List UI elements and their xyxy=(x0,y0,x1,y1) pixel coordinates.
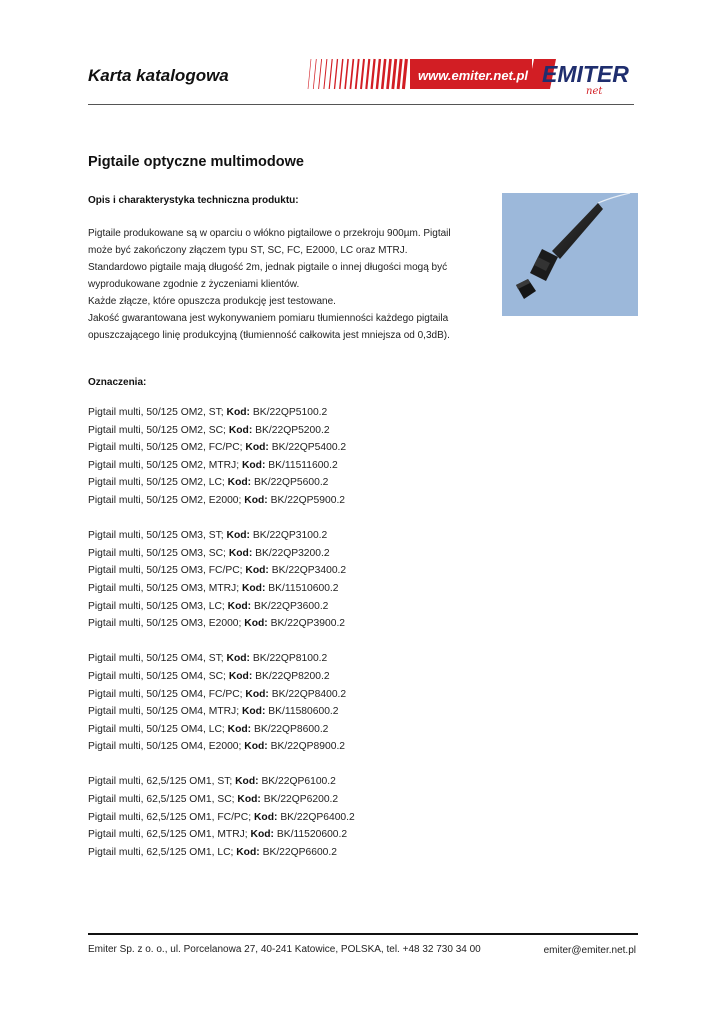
list-item xyxy=(88,826,488,844)
description-line: wyprodukowane zgodnie z życzeniami klientów. xyxy=(88,279,300,290)
product-name: Pigtail multi, 50/125 OM2, SC; xyxy=(88,424,226,436)
code-group xyxy=(88,404,488,510)
code-label: Kod: xyxy=(227,600,252,612)
description-line: Pigtaile produkowane są w oparciu o włókno pigtailowe o przekroju 900µm. Pigtail xyxy=(88,228,451,239)
product-code: BK/22QP5900.2 xyxy=(270,494,346,506)
footer-divider xyxy=(88,933,638,935)
list-item xyxy=(88,809,488,827)
list-item xyxy=(88,598,488,616)
product-code: BK/22QP8100.2 xyxy=(252,653,328,665)
code-label: Kod: xyxy=(244,741,268,753)
product-name: Pigtail multi, 62,5/125 OM1, FC/PC; xyxy=(88,811,252,823)
list-item xyxy=(88,457,488,475)
product-title: Pigtaile optyczne multimodowe xyxy=(88,154,304,170)
product-code: BK/11511600.2 xyxy=(268,459,338,471)
code-label: Kod: xyxy=(244,618,268,630)
code-group xyxy=(88,527,488,633)
code-label: Kod: xyxy=(241,582,266,594)
list-item xyxy=(88,844,488,862)
product-name: Pigtail multi, 50/125 OM3, E2000; xyxy=(88,618,242,630)
list-item xyxy=(88,545,488,563)
product-code: BK/22QP5100.2 xyxy=(252,407,328,418)
product-code: BK/22QP5400.2 xyxy=(271,442,347,454)
product-name: Pigtail multi, 50/125 OM3, FC/PC; xyxy=(88,565,243,577)
list-item xyxy=(88,738,488,756)
product-name: Pigtail multi, 50/125 OM4, SC; xyxy=(88,670,226,682)
product-name: Pigtail multi, 50/125 OM4, LC; xyxy=(88,723,225,735)
product-name: Pigtail multi, 50/125 OM3, LC; xyxy=(88,600,225,612)
description-line: Każde złącze, które opuszcza produkcję jest testowane. xyxy=(88,296,336,307)
list-item xyxy=(88,562,488,580)
product-name: Pigtail multi, 62,5/125 OM1, LC; xyxy=(88,846,234,858)
contact-email: emiter@emiter.net.pl xyxy=(543,945,636,956)
description-line: może być zakończony złączem typu ST, SC, FC, E2000, LC oraz MTRJ. xyxy=(88,245,408,256)
list-item xyxy=(88,791,488,809)
code-label: Kod: xyxy=(241,706,266,718)
product-code: BK/22QP6200.2 xyxy=(263,794,339,806)
product-code: BK/22QP5200.2 xyxy=(255,424,330,436)
product-name: Pigtail multi, 62,5/125 OM1, MTRJ; xyxy=(88,829,248,841)
product-code: BK/22QP8400.2 xyxy=(271,688,347,700)
description-line: Standardowo pigtaile mają długość 2m, jednak pigtaile o innej długości mogą być xyxy=(88,262,448,273)
code-group xyxy=(88,650,488,756)
list-item xyxy=(88,703,488,721)
product-code: BK/22QP3400.2 xyxy=(271,565,347,577)
product-name: Pigtail multi, 50/125 OM3, ST; xyxy=(88,530,224,542)
list-item xyxy=(88,439,488,457)
description-heading: Opis i charakterystyka techniczna produktu: xyxy=(88,195,299,206)
list-item xyxy=(88,686,488,704)
product-code: BK/22QP3600.2 xyxy=(253,600,329,612)
list-item xyxy=(88,668,488,686)
code-label: Kod: xyxy=(253,811,278,823)
code-label: Kod: xyxy=(228,547,253,559)
product-name: Pigtail multi, 50/125 OM4, MTRJ; xyxy=(88,706,240,718)
product-code: BK/11580600.2 xyxy=(268,706,339,718)
product-name: Pigtail multi, 50/125 OM4, FC/PC; xyxy=(88,688,243,700)
code-label: Kod: xyxy=(250,829,274,841)
header-banner xyxy=(306,56,636,96)
product-code: BK/22QP6600.2 xyxy=(262,846,337,858)
code-label: Kod: xyxy=(244,494,268,506)
product-codes-list xyxy=(88,404,488,879)
code-label: Kod: xyxy=(226,530,250,542)
code-label: Kod: xyxy=(245,565,269,577)
code-label: Kod: xyxy=(236,846,260,858)
page-title: Karta katalogowa xyxy=(88,66,229,85)
product-code: BK/22QP6400.2 xyxy=(280,811,355,823)
product-name: Pigtail multi, 50/125 OM2, LC; xyxy=(88,477,225,489)
code-label: Kod: xyxy=(226,407,250,418)
code-label: Kod: xyxy=(227,723,252,735)
list-item xyxy=(88,492,488,510)
code-label: Kod: xyxy=(245,442,269,454)
logo-subtext: net xyxy=(586,86,603,96)
list-item xyxy=(88,650,488,668)
code-label: Kod: xyxy=(241,459,266,471)
code-label: Kod: xyxy=(226,653,250,665)
code-label: Kod: xyxy=(235,776,259,788)
product-name: Pigtail multi, 62,5/125 OM1, ST; xyxy=(88,776,233,788)
list-item xyxy=(88,773,488,791)
product-code: BK/22QP6100.2 xyxy=(261,776,336,788)
product-name: Pigtail multi, 50/125 OM2, FC/PC; xyxy=(88,442,243,454)
product-code: BK/22QP3900.2 xyxy=(270,618,346,630)
product-code: BK/22QP3200.2 xyxy=(255,547,330,559)
codes-heading: Oznaczenia: xyxy=(88,377,147,388)
mtrj-connector-photo-icon xyxy=(502,193,638,316)
list-item xyxy=(88,527,488,545)
website-url: www.emiter.net.pl xyxy=(418,68,529,83)
product-name: Pigtail multi, 50/125 OM3, MTRJ; xyxy=(88,582,240,594)
code-group xyxy=(88,773,488,861)
red-stripes-decoration xyxy=(308,59,406,89)
list-item xyxy=(88,474,488,492)
product-name: Pigtail multi, 62,5/125 OM1, SC; xyxy=(88,794,235,806)
logo-text: EMITER xyxy=(542,61,629,87)
header-divider xyxy=(88,104,634,105)
product-code: BK/11510600.2 xyxy=(268,582,339,594)
list-item xyxy=(88,422,488,440)
code-label: Kod: xyxy=(228,670,253,682)
product-code: BK/11520600.2 xyxy=(276,829,348,841)
company-address: Emiter Sp. z o. o., ul. Porcelanowa 27, 40-241 Katowice, POLSKA, tel. +48 32 730 34 00 xyxy=(88,944,481,955)
code-label: Kod: xyxy=(237,794,261,806)
product-code: BK/22QP8900.2 xyxy=(270,741,346,753)
list-item xyxy=(88,615,488,633)
description-line: opuszczającego linię produkcyjną (tłumienność całkowita jest mniejsza od 0,3dB). xyxy=(88,330,450,341)
product-name: Pigtail multi, 50/125 OM4, ST; xyxy=(88,653,224,665)
product-name: Pigtail multi, 50/125 OM3, SC; xyxy=(88,547,226,559)
emiter-logo-banner xyxy=(306,56,636,96)
product-code: BK/22QP3100.2 xyxy=(252,530,328,542)
product-name: Pigtail multi, 50/125 OM2, MTRJ; xyxy=(88,459,240,471)
code-label: Kod: xyxy=(228,424,253,436)
list-item xyxy=(88,580,488,598)
product-code: BK/22QP8600.2 xyxy=(253,723,329,735)
product-name: Pigtail multi, 50/125 OM2, E2000; xyxy=(88,494,242,506)
description-line: Jakość gwarantowana jest wykonywaniem pomiaru tłumienności każdego pigtaila xyxy=(88,313,449,324)
product-name: Pigtail multi, 50/125 OM4, E2000; xyxy=(88,741,242,753)
code-label: Kod: xyxy=(227,477,252,489)
product-code: BK/22QP8200.2 xyxy=(255,670,330,682)
code-label: Kod: xyxy=(245,688,269,700)
product-photo xyxy=(502,193,638,316)
product-name: Pigtail multi, 50/125 OM2, ST; xyxy=(88,407,224,418)
list-item xyxy=(88,404,488,422)
list-item xyxy=(88,721,488,739)
product-description xyxy=(88,225,478,344)
product-code: BK/22QP5600.2 xyxy=(253,477,329,489)
